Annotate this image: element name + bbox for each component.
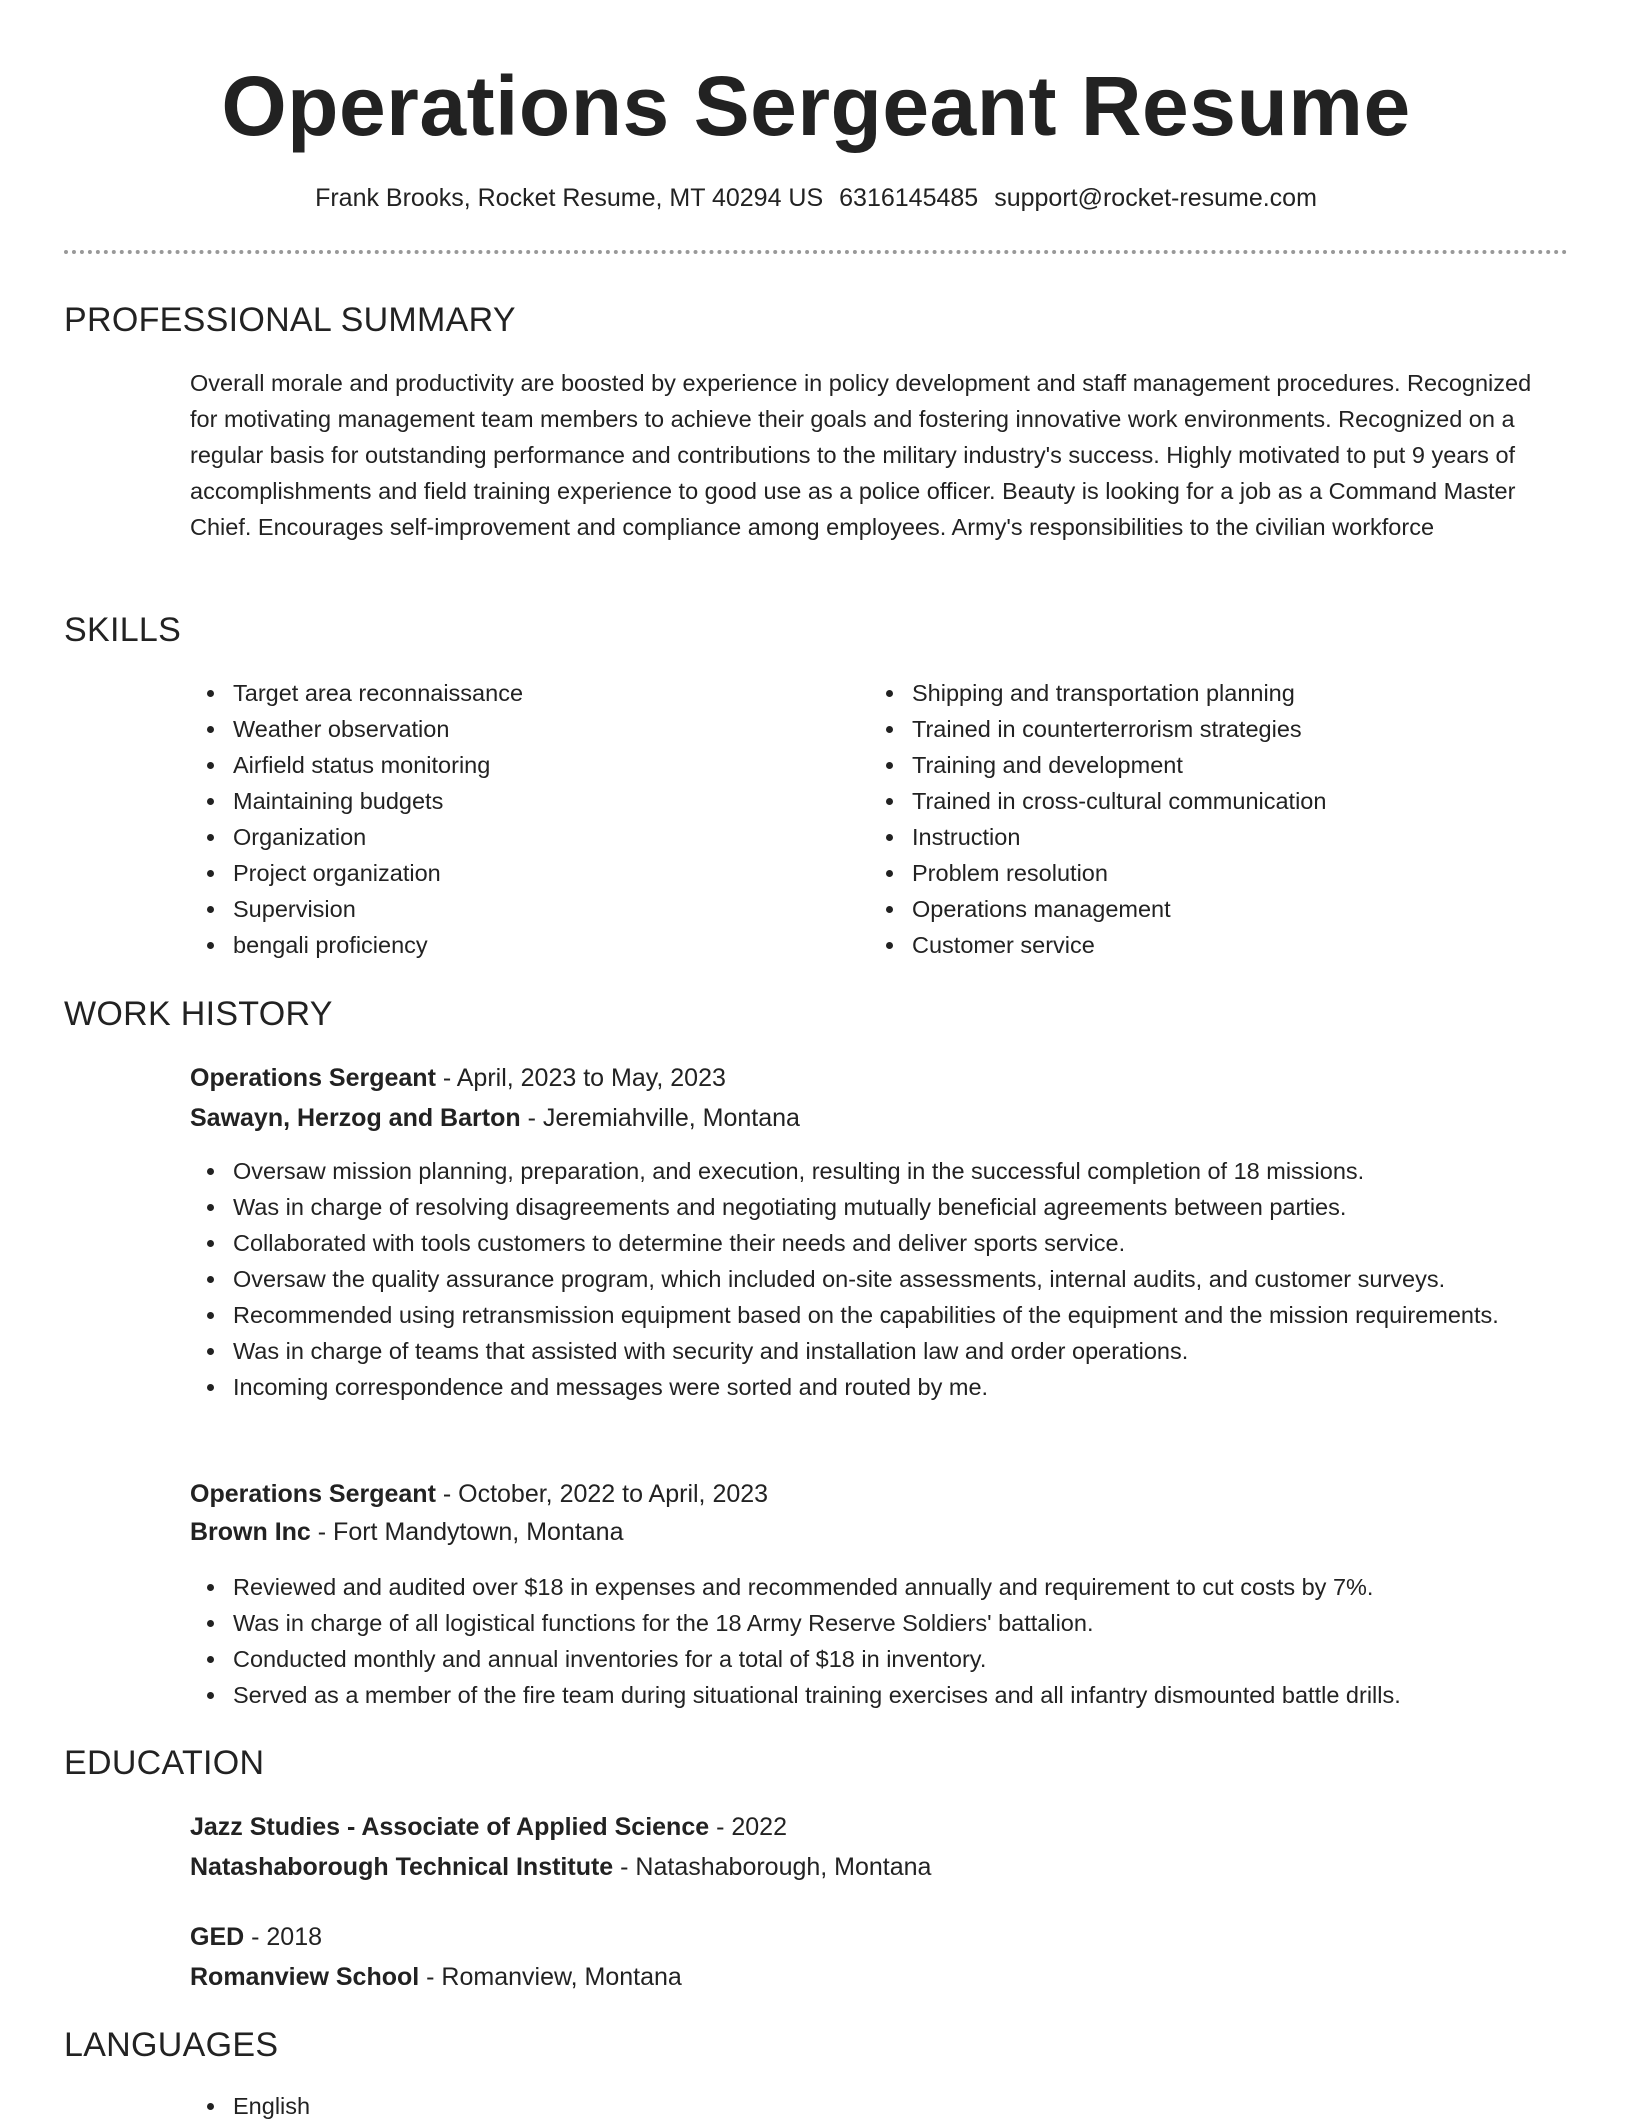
job-duties-list (190, 1153, 1603, 1405)
job-title: Operations Sergeant (190, 1064, 436, 1092)
education-school-line (190, 1957, 682, 1997)
job-company-line (190, 1098, 800, 1138)
skills-list-left (190, 675, 833, 963)
skill-item: Weather observation (233, 711, 833, 747)
skill-item: Trained in counterterrorism strategies (912, 711, 1562, 747)
contact-address: Frank Brooks, Rocket Resume, MT 40294 US (315, 184, 824, 212)
skill-item: Operations management (912, 891, 1562, 927)
skill-item: Customer service (912, 927, 1562, 963)
job-location: - Fort Mandytown, Montana (310, 1518, 624, 1546)
skill-item: bengali proficiency (233, 927, 833, 963)
job-location: - Jeremiahville, Montana (520, 1104, 800, 1132)
job-title-line (190, 1474, 768, 1514)
skill-item: Trained in cross-cultural communication (912, 783, 1562, 819)
skill-item: Target area reconnaissance (233, 675, 833, 711)
education-year: - 2018 (244, 1923, 323, 1951)
education-degree-line (190, 1917, 322, 1957)
skill-item: Project organization (233, 855, 833, 891)
job-duty: Was in charge of resolving disagreements and negotiating mutually beneficial agreements between parties. (233, 1189, 1603, 1225)
job-duty: Reviewed and audited over $18 in expenses and recommended annually and requirement to cut costs by 7%. (233, 1569, 1603, 1605)
education-school: Romanview School (190, 1963, 420, 1991)
job-title: Operations Sergeant (190, 1480, 436, 1508)
languages-list (190, 2088, 833, 2124)
contact-email: support@rocket-resume.com (994, 184, 1317, 212)
job-company: Brown Inc (190, 1518, 311, 1546)
contact-line (0, 178, 1632, 218)
education-location: - Natashaborough, Montana (613, 1853, 932, 1881)
job-duty: Oversaw mission planning, preparation, and execution, resulting in the successful completion of 18 missions. (233, 1153, 1603, 1189)
summary-heading: PROFESSIONAL SUMMARY (64, 301, 516, 339)
job-duty: Collaborated with tools customers to determine their needs and deliver sports service. (233, 1225, 1603, 1261)
job-duty: Conducted monthly and annual inventories for a total of $18 in inventory. (233, 1641, 1603, 1677)
skill-item: Airfield status monitoring (233, 747, 833, 783)
education-heading: EDUCATION (64, 1744, 265, 1782)
contact-phone: 6316145485 (839, 184, 979, 212)
education-school: Natashaborough Technical Institute (190, 1853, 614, 1881)
job-dates: - October, 2022 to April, 2023 (435, 1480, 769, 1508)
job-company-line (190, 1512, 623, 1552)
education-degree: GED (190, 1923, 245, 1951)
skill-item: Problem resolution (912, 855, 1562, 891)
job-company: Sawayn, Herzog and Barton (190, 1104, 521, 1132)
skill-item: Shipping and transportation planning (912, 675, 1562, 711)
job-duty: Served as a member of the fire team during situational training exercises and all infantry dismounted battle drills. (233, 1677, 1603, 1713)
work-history-heading: WORK HISTORY (64, 995, 333, 1033)
languages-heading: LANGUAGES (64, 2026, 279, 2064)
education-location: - Romanview, Montana (419, 1963, 682, 1991)
job-dates: - April, 2023 to May, 2023 (435, 1064, 726, 1092)
education-school-line (190, 1847, 931, 1887)
job-duties-list (190, 1569, 1603, 1713)
job-duty: Was in charge of all logistical functions for the 18 Army Reserve Soldiers' battalion. (233, 1605, 1603, 1641)
header-divider (64, 250, 1568, 254)
skill-item: Instruction (912, 819, 1562, 855)
skill-item: Organization (233, 819, 833, 855)
skills-heading: SKILLS (64, 611, 182, 649)
education-degree: Jazz Studies - Associate of Applied Science (190, 1813, 710, 1841)
resume-title: Operations Sergeant Resume (221, 59, 1411, 153)
skill-item: Training and development (912, 747, 1562, 783)
language-item: English (233, 2088, 833, 2124)
job-duty: Incoming correspondence and messages were sorted and routed by me. (233, 1369, 1603, 1405)
summary-text: Overall morale and productivity are boosted by experience in policy development and staff management procedures. Recognized for motivating management team members to achieve their goals and fostering innovative work environments. Recognized on a regular basis for outstanding performance and contributions to the military industry's success. Highly motivated to put 9 years of accomplishments and field training experience to good use as a police officer. Beauty is looking for a job as a Command Master Chief. Encourages self-improvement and compliance among employees. Army's responsibilities to the civilian workforce (190, 370, 1532, 540)
education-degree-line (190, 1807, 787, 1847)
job-duty: Oversaw the quality assurance program, which included on-site assessments, internal audits, and customer surveys. (233, 1261, 1603, 1297)
job-duty: Was in charge of teams that assisted with security and installation law and order operations. (233, 1333, 1603, 1369)
skills-list-right (869, 675, 1562, 963)
skill-item: Supervision (233, 891, 833, 927)
education-year: - 2022 (709, 1813, 787, 1841)
job-title-line (190, 1058, 726, 1098)
job-duty: Recommended using retransmission equipment based on the capabilities of the equipment and the mission requirements. (233, 1297, 1603, 1333)
skill-item: Maintaining budgets (233, 783, 833, 819)
